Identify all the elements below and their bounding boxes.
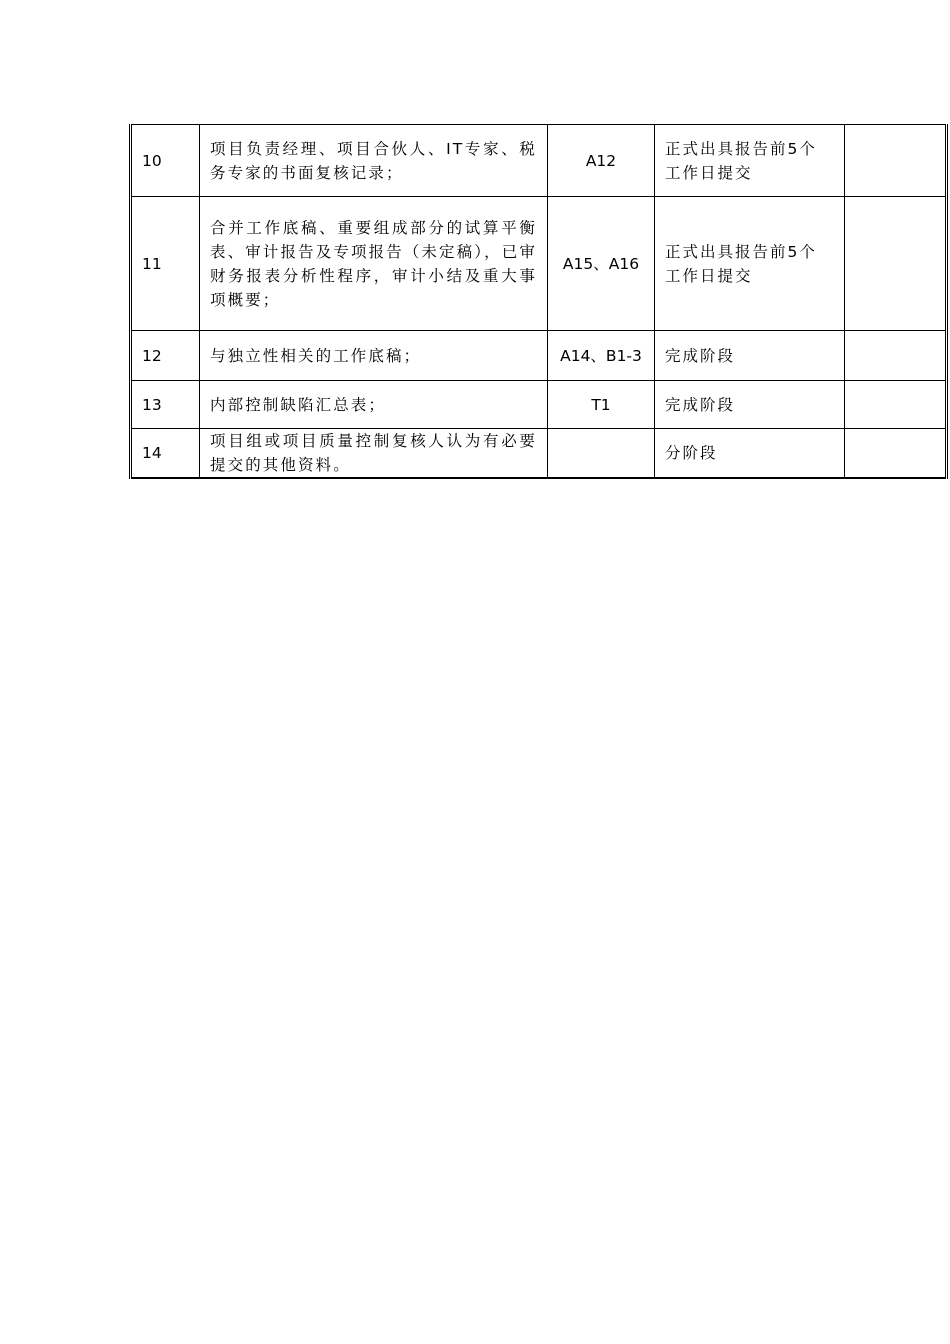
description-cell: 与独立性相关的工作底稿； [200, 331, 548, 381]
table-row [131, 331, 947, 381]
note-cell [845, 331, 947, 381]
reference-cell: A15、A16 [548, 197, 655, 331]
reference-cell: A12 [548, 125, 655, 197]
note-cell [845, 429, 947, 479]
row-number-cell: 10 [131, 125, 200, 197]
description-cell: 合并工作底稿、重要组成部分的试算平衡表、审计报告及专项报告（未定稿），已审财务报表分析性程序，审计小结及重大事项概要； [200, 197, 548, 331]
reference-cell: A14、B1-3 [548, 331, 655, 381]
submission-time-cell: 完成阶段 [655, 381, 845, 429]
row-number-cell: 14 [131, 429, 200, 479]
table-row [131, 381, 947, 429]
note-cell [845, 197, 947, 331]
submission-table [129, 124, 948, 479]
note-cell [845, 125, 947, 197]
submission-time-cell: 完成阶段 [655, 331, 845, 381]
description-cell: 项目组或项目质量控制复核人认为有必要提交的其他资料。 [200, 429, 548, 479]
reference-cell: T1 [548, 381, 655, 429]
submission-time-cell: 分阶段 [655, 429, 845, 479]
submission-time-cell: 正式出具报告前5个工作日提交 [655, 125, 845, 197]
table-row [131, 429, 947, 479]
row-number-cell: 11 [131, 197, 200, 331]
row-number-cell: 12 [131, 331, 200, 381]
submission-time-cell: 正式出具报告前5个工作日提交 [655, 197, 845, 331]
table-row [131, 125, 947, 197]
table-row [131, 197, 947, 331]
description-cell: 项目负责经理、项目合伙人、IT专家、税务专家的书面复核记录； [200, 125, 548, 197]
row-number-cell: 13 [131, 381, 200, 429]
note-cell [845, 381, 947, 429]
description-cell: 内部控制缺陷汇总表； [200, 381, 548, 429]
reference-cell [548, 429, 655, 479]
